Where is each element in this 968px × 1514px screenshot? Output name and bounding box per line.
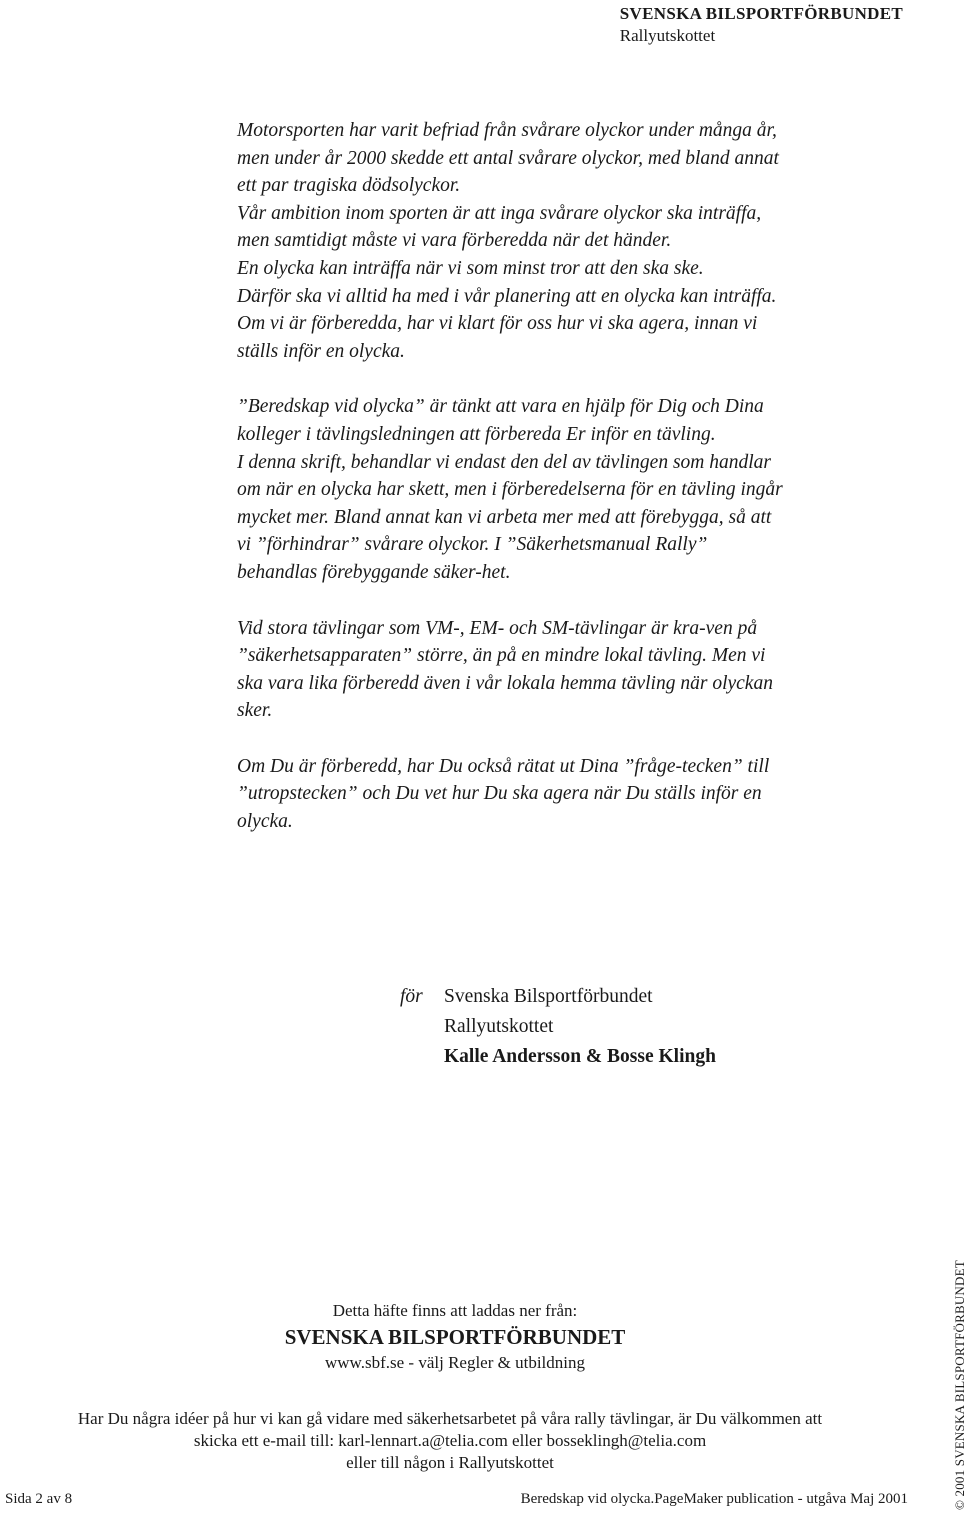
signature-names: Kalle Andersson & Bosse Klingh [444, 1046, 716, 1067]
download-intro: Detta häfte finns att laddas ner från: [332, 1301, 578, 1320]
paragraph: Motorsporten har varit befriad från svårare olyckor under många år, men under år 2000 skedde ett antal svårare olyckor, med bland annat ett par tragiska dödsolyckor. [237, 120, 779, 197]
page-header [620, 3, 903, 47]
download-url: www.sbf.se - välj Regler & utbildning [325, 1353, 585, 1372]
signature-for: för [400, 986, 423, 1007]
header-dept: Rallyutskottet [619, 26, 716, 45]
signature-dept: Rallyutskottet [444, 1016, 554, 1037]
publication-info: Beredskap vid olycka.PageMaker publication - utgåva Maj 2001 [520, 1491, 908, 1507]
paragraph: Vid stora tävlingar som VM-, EM- och SM-tävlingar är kra-ven på ”säkerhetsapparaten” större, än på en mindre lokal tävling. Men vi ska vara lika förberedd även i vår lokala hemma tävling när olyckan sker. [237, 617, 773, 722]
page-number: Sida 2 av 8 [5, 1491, 73, 1507]
contact-line: eller till någon i Rallyutskottet [346, 1453, 554, 1472]
paragraph: Om vi är förberedda, har vi klart för oss hur vi ska agera, innan vi ställs inför en olycka. [237, 313, 758, 362]
paragraph: Vår ambition inom sporten är att inga svårare olyckor ska inträffa, men samtidigt måste vi vara förberedda när det händer. [237, 202, 762, 252]
paragraph: I denna skrift, behandlar vi endast den del av tävlingen som handlar om när en olycka har skett, men i förberedelserna för en tävling ingår mycket mer. Bland annat kan vi arbeta mer med att förebygga, så att vi ”förhindrar” svårare olyckor. I ”Säkerhetsmanual Rally” behandlas förebyggande säker-het. [237, 451, 783, 583]
body-text [237, 117, 783, 836]
paragraph: En olycka kan inträffa när vi som minst tror att den ska ske. [237, 257, 704, 279]
paragraph: Om Du är förberedd, har Du också rätat ut Dina ”fråge-tecken” till ”utropstecken” och Du vet hur Du ska agera när Du ställs inför en olycka. [237, 755, 770, 833]
paragraph: Därför ska vi alltid ha med i vår planering att en olycka kan inträffa. [237, 285, 777, 307]
header-org: SVENSKA BILSPORTFÖRBUNDET [619, 4, 903, 23]
copyright-notice: © 2001 SVENSKA BILSPORTFÖRBUNDET [952, 1260, 967, 1510]
contact-line: skicka ett e-mail till: karl-lennart.a@telia.com eller bosseklingh@telia.com [193, 1431, 707, 1450]
signature-org: Svenska Bilsportförbundet [444, 986, 653, 1007]
download-info [0, 1300, 935, 1374]
contact-line: Har Du några idéer på hur vi kan gå vidare med säkerhetsarbetet på våra rally tävlingar, är Du välkommen att [77, 1409, 823, 1428]
signature-block [400, 982, 716, 1072]
download-org: SVENSKA BILSPORTFÖRBUNDET [284, 1325, 626, 1349]
contact-info [0, 1408, 930, 1474]
paragraph: ”Beredskap vid olycka” är tänkt att vara en hjälp för Dig och Dina kolleger i tävlingsledningen att förbereda Er inför en tävling. [237, 396, 764, 445]
